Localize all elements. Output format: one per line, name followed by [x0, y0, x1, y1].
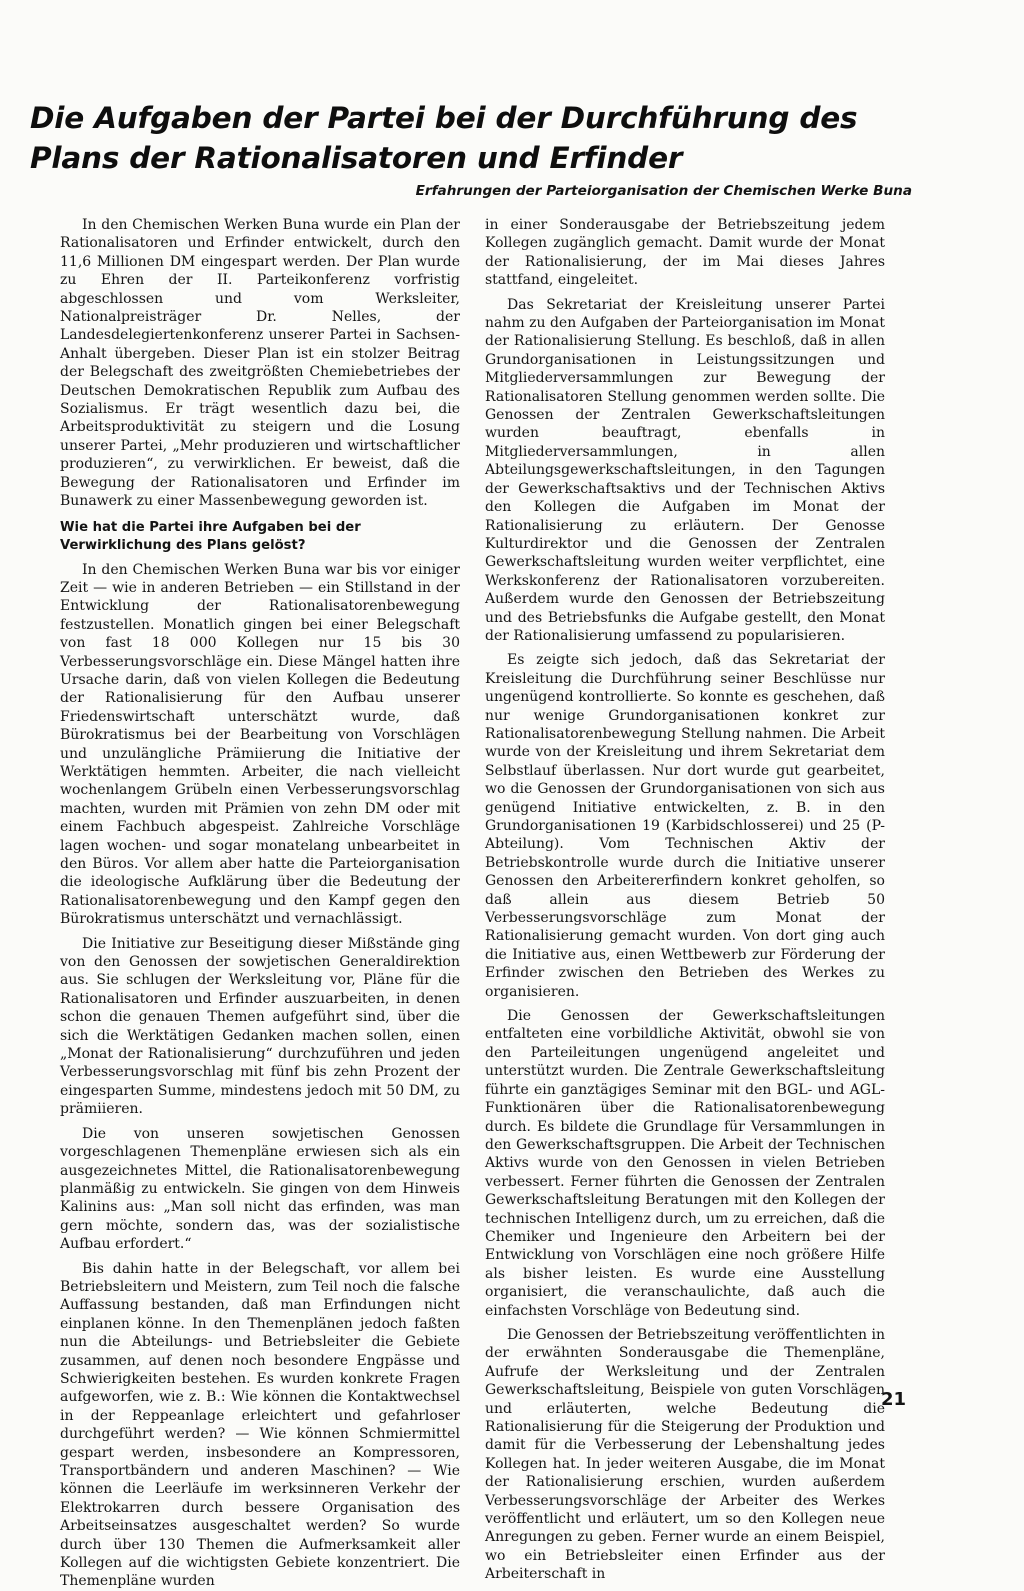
- paragraph: Die Genossen der Gewerkschaftsleitungen entfalteten eine vorbildliche Aktivität, obwohl sie von den Parteileitungen ungenügend angeleitet und unterstützt wurden. Die Zentrale Gewerkschaftsleitung führte ein ganztägiges Seminar mit den BGL- und AGL-Funktionären über die Rationalisatorenbewegung durch. Es bildete die Grundlage für Versammlungen in den Gewerkschaftsgruppen. Die Arbeit der Technischen Aktivs wurde von den Genossen in vielen Betrieben verbessert. Ferner führten die Genossen der Zentralen Gewerkschaftsleitung Beratungen mit den Kollegen der technischen Intelligenz durch, um zu erreichen, daß die Chemiker und Ingenieure den Arbeitern bei der Entwicklung von Vorschlägen eine noch größere Hilfe als bisher leisten. Es wurde eine Ausstellung organisiert, die veranschaulichte, daß auch die einfachsten Vorschläge von Bedeutung sind.: [485, 1008, 885, 1319]
- paragraph: Die Initiative zur Beseitigung dieser Mißstände ging von den Genossen der sowjetischen Generaldirektion aus. Sie schlugen der Werksleitung vor, Pläne für die Rationalisatoren und Erfinder auszuarbeiten, in denen schon die genauen Themen aufgeführt sind, über die sich die Werktätigen Gedanken machen sollen, einen „Monat der Rationalisierung“ durchzuführen und jeden Verbesserungsvorschlag mit fünf bis zehn Prozent der eingesparten Summe, mindestens jedoch mit 50 DM, zu prämiieren.: [60, 935, 460, 1118]
- page-number: 21: [881, 1389, 907, 1410]
- paragraph: Die Genossen der Betriebszeitung veröffentlichten in der erwähnten Sonderausgabe die Themenpläne, Aufrufe der Werksleitung und der Zentralen Gewerkschaftsleitung, Beispiele von guten Vorschlägen und erläuterten, welche Bedeutung die Rationalisierung für die Steigerung der Produktion und damit für die Verbesserung der Lebenshaltung jedes Kollegen hat. In jeder weiteren Ausgabe, die im Monat der Rationalisierung erschien, wurden außerdem Verbesserungsvorschläge der Arbeiter des Werkes veröffentlicht und erläutert, um so den Kollegen neue Anregungen zu geben. Ferner wurde an einem Beispiel, wo ein Betriebsleiter einen Erfinder aus der Arbeiterschaft in: [485, 1326, 885, 1583]
- paragraph: In den Chemischen Werken Buna war bis vor einiger Zeit — wie in anderen Betrieben — ein Stillstand in der Entwicklung der Rationalisatorenbewegung festzustellen. Monatlich gingen bei einer Belegschaft von fast 18 000 Kollegen nur 15 bis 30 Verbesserungsvorschläge ein. Diese Mängel hatten ihre Ursache darin, daß von vielen Kollegen die Bedeutung der Rationalisierung für den Aufbau unserer Friedenswirtschaft unterschätzt wurde, daß Bürokratismus bei der Bearbeitung von Vorschlägen und unzulängliche Prämiierung die Initiative der Werktätigen hemmten. Arbeiter, die nach vielleicht wochenlangem Grübeln einen Verbesserungsvorschlag machten, wurden mit Prämien von zehn DM oder mit einem Fachbuch abgespeist. Zahlreiche Vorschläge lagen wochen- und sogar monatelang unbearbeitet in den Büros. Vor allem aber hatte die Parteiorganisation die ideologische Aufklärung über die Bedeutung der Rationalisatorenbewegung und den Kampf gegen den Bürokratismus unterschätzt und vernachlässigt.: [60, 561, 460, 928]
- section-heading: Wie hat die Partei ihre Aufgaben bei der Verwirklichung des Plans gelöst?: [60, 519, 361, 553]
- paragraph-continued: in einer Sonderausgabe der Betriebszeitung jedem Kollegen zugänglich gemacht. Damit wurde der Monat der Rationalisierung, der im Mai dieses Jahres stattfand, eingeleitet.: [485, 217, 885, 289]
- article-subtitle: Erfahrungen der Parteiorganisation der Chemischen Werke Buna: [415, 183, 912, 199]
- left-column: [60, 216, 460, 1591]
- paragraph: Die von unseren sowjetischen Genossen vorgeschlagenen Themenpläne erwiesen sich als ein ausgezeichnetes Mittel, die Rationalisatorenbewegung planmäßig zu entwickeln. Sie gingen von dem Hinweis Kalinins aus: „Man soll nicht das erfinden, was man gern möchte, sondern das, was der sozialistische Aufbau erfordert.“: [60, 1125, 460, 1253]
- right-column: [485, 216, 885, 1584]
- article-title: Die Aufgaben der Partei bei der Durchführung des Plans der Rationalisatoren und Erfinder: [30, 101, 858, 175]
- paragraph: Es zeigte sich jedoch, daß das Sekretariat der Kreisleitung die Durchführung seiner Beschlüsse nur ungenügend kontrollierte. So konnte es geschehen, daß nur wenige Grundorganisationen konkret zur Rationalisatorenbewegung Stellung nahmen. Die Arbeit wurde von der Kreisleitung und ihrem Sekretariat dem Selbstlauf überlassen. Nur dort wurde gut gearbeitet, wo die Genossen der Grundorganisationen von sich aus genügend Initiative entwickelten, z. B. in den Grundorganisationen 19 (Karbidschlosserei) und 25 (P-Abteilung). Vom Technischen Aktiv der Betriebskontrolle wurde durch die Initiative unserer Genossen den Arbeitererfindern konkret geholfen, so daß allein aus diesem Betrieb 50 Verbesserungsvorschläge zum Monat der Rationalisierung gemacht wurden. Von dort ging auch die Initiative aus, einen Wettbewerb zur Förderung der Erfinder zwischen den Betrieben des Werkes zu organisieren.: [485, 652, 885, 1000]
- paragraph: Das Sekretariat der Kreisleitung unserer Partei nahm zu den Aufgaben der Parteiorganisation im Monat der Rationalisierung Stellung. Es beschloß, daß in allen Grundorganisationen in Leistungssitzungen und Mitgliederversammlungen zur Bewegung der Rationalisatoren Stellung genommen werden sollte. Die Genossen der Zentralen Gewerkschaftsleitungen wurden beauftragt, ebenfalls in Mitgliederversammlungen, in allen Abteilungsgewerkschaftsleitungen, in den Tagungen der Gewerkschaftsaktivs und der Technischen Aktivs den Kollegen die Aufgaben im Monat der Rationalisierung zu erläutern. Der Genosse Kulturdirektor und die Genossen der Zentralen Gewerkschaftsleitung wurden weiter verpflichtet, eine Werkskonferenz der Rationalisatoren vorzubereiten. Außerdem wurde den Genossen der Betriebszeitung und des Betriebsfunks die Aufgabe gestellt, den Monat der Rationalisierung umfassend zu popularisieren.: [485, 296, 886, 644]
- paragraph: Bis dahin hatte in der Belegschaft, vor allem bei Betriebsleitern und Meistern, zum Teil noch die falsche Auffassung bestanden, daß man Erfindungen nicht einplanen könne. In den Themenplänen jedoch faßten nun die Abteilungs- und Betriebsleiter die Gebiete zusammen, auf denen noch besondere Engpässe und Schwierigkeiten bestehen. Es wurden konkrete Fragen aufgeworfen, wie z. B.: Wie können die Kontaktwechsel in der Reppeanlage erleichtert und gefahrloser durchgeführt werden? — Wie können Schmiermittel gespart werden, insbesondere an Kompressoren, Transportbändern und anderen Maschinen? — Wie können die Leerläufe im werksinneren Verkehr der Elektrokarren durch bessere Organisation des Arbeitseinsatzes ausgeschaltet werden? So wurde durch über 130 Themen die Aufmerksamkeit aller Kollegen auf die wichtigsten Gebiete konzentriert. Die Themenpläne wurden: [60, 1260, 460, 1590]
- paragraph: In den Chemischen Werken Buna wurde ein Plan der Rationalisatoren und Erfinder entwickelt, durch den 11,6 Millionen DM eingespart werden. Der Plan wurde zu Ehren der II. Parteikonferenz vorfristig abgeschlossen und vom Werksleiter, Nationalpreisträger Dr. Nelles, der Landesdelegiertenkonferenz unserer Partei in Sachsen-Anhalt übergeben. Dieser Plan ist ein stolzer Beitrag der Belegschaft des zweitgrößten Chemiebetriebes der Deutschen Demokratischen Republik zum Aufbau des Sozialismus. Er trägt wesentlich dazu bei, die Arbeitsproduktivität zu steigern und die Losung unserer Partei, „Mehr produzieren und wirtschaftlicher produzieren“, zu verwirklichen. Er beweist, daß die Bewegung der Rationalisatoren und Erfinder im Bunawerk zu einer Massenbewegung geworden ist.: [60, 217, 460, 510]
